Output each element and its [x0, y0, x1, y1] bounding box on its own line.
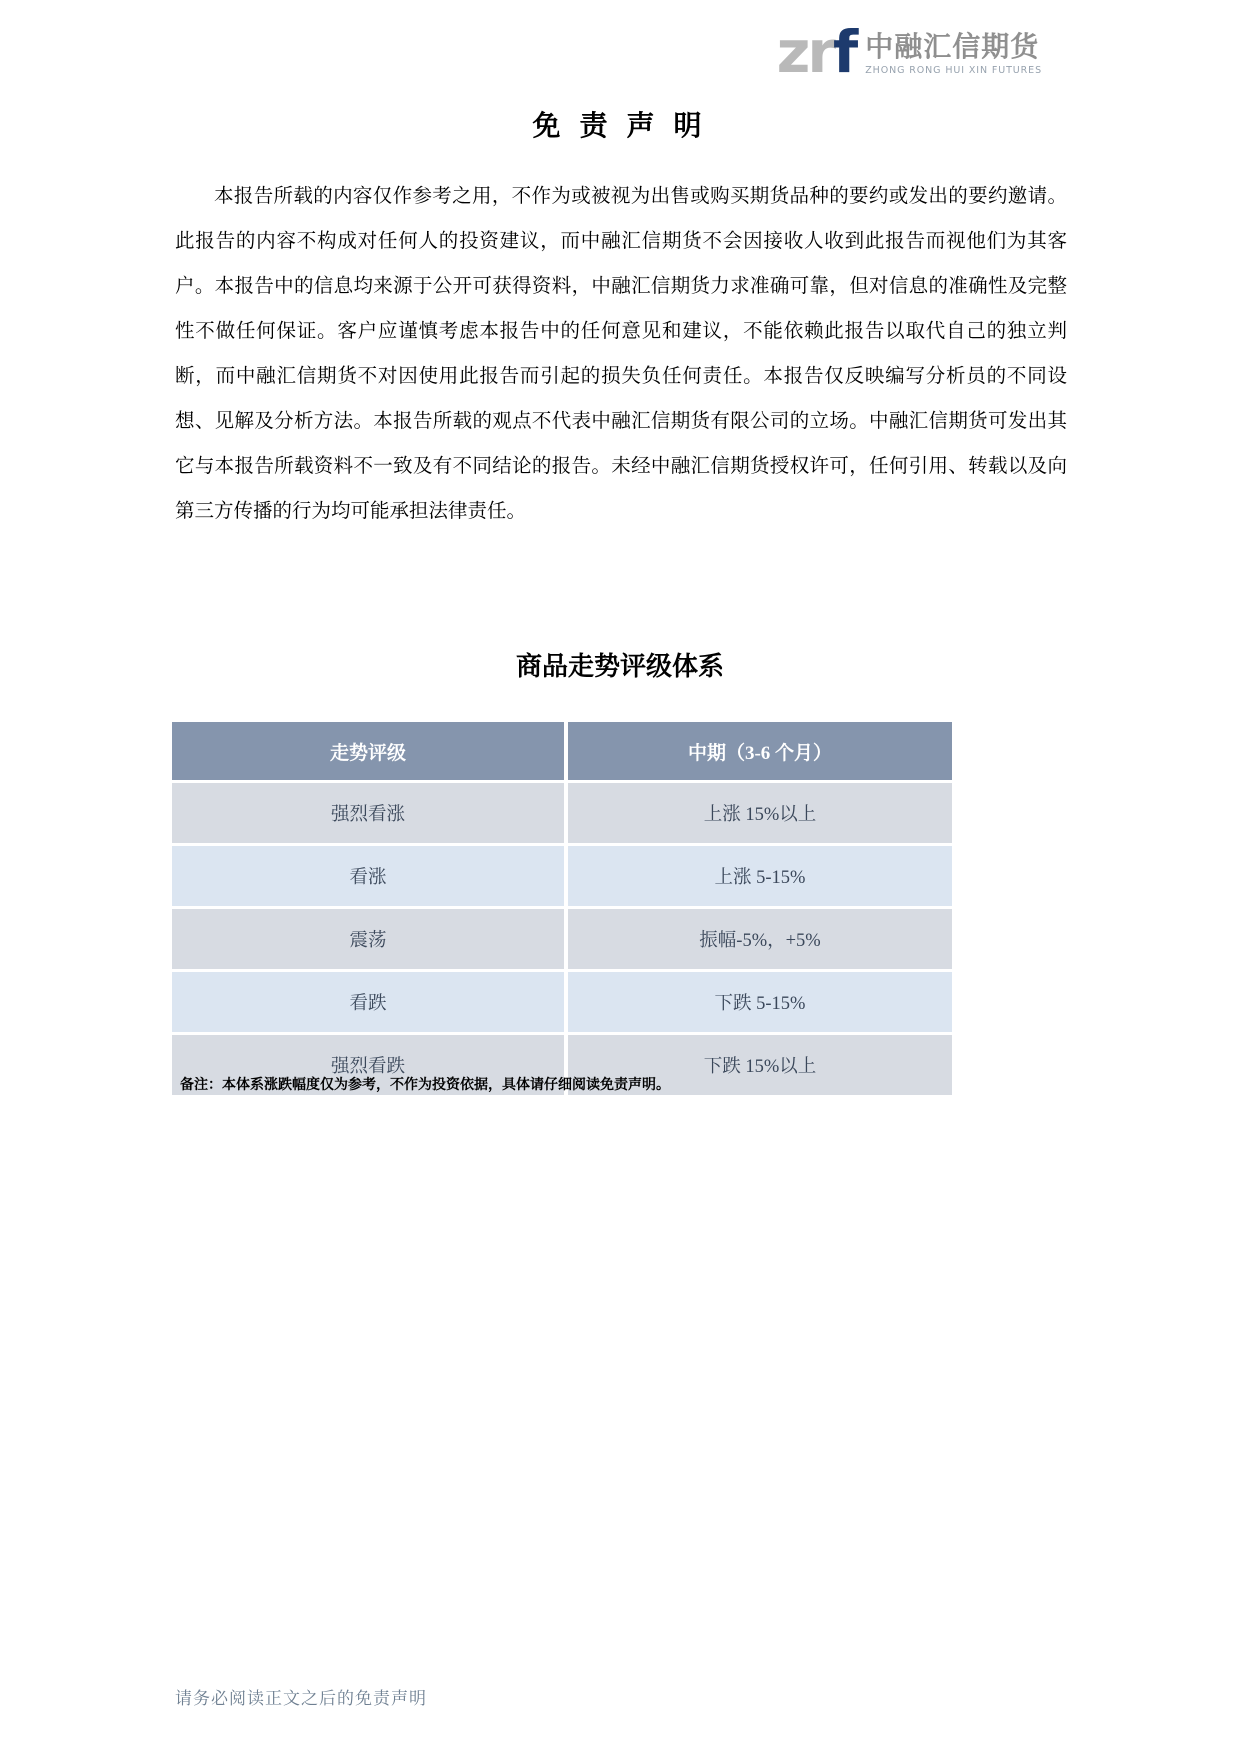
header-midterm-column: 中期（3-6 个月）	[568, 722, 952, 780]
company-logo	[776, 18, 1042, 86]
rating-cell: 震荡	[172, 906, 568, 969]
table-row	[172, 843, 952, 906]
table-row	[172, 969, 952, 1032]
rating-system-title: 商品走势评级体系	[515, 652, 724, 681]
range-cell: 下跌 5-15%	[568, 969, 952, 1032]
rating-cell: 强烈看涨	[172, 780, 568, 843]
logo-text-block	[865, 24, 1042, 76]
rating-table	[172, 722, 952, 1095]
rating-cell: 强烈看跌	[172, 1032, 568, 1095]
logo-zr-letters: zr	[776, 18, 834, 86]
company-name-chinese: 中融汇信期货	[865, 30, 1040, 63]
disclaimer-paragraph: 本报告所载的内容仅作参考之用，不作为或被视为出售或购买期货品种的要约或发出的要约邀请。此报告的内容不构成对任何人的投资建议，而中融汇信期货不会因接收人收到此报告而视他们为其客户。本报告中的信息均来源于公开可获得资料，中融汇信期货力求准确可靠，但对信息的准确性及完整性不做任何保证。客户应谨慎考虑本报告中的任何意见和建议，不能依赖此报告以取代自己的独立判断，而中融汇信期货不对因使用此报告而引起的损失负任何责任。本报告仅反映编写分析员的不同设想、见解及分析方法。本报告所载的观点不代表中融汇信期货有限公司的立场。中融汇信期货可发出其它与本报告所载资料不一致及有不同结论的报告。未经中融汇信期货授权许可，任何引用、转载以及向第三方传播的行为均可能承担法律责任。	[175, 186, 1067, 522]
footer-disclaimer-reminder: 请务必阅读正文之后的免责声明	[175, 1689, 427, 1708]
range-cell: 上涨 15%以上	[568, 780, 952, 843]
rating-cell: 看跌	[172, 969, 568, 1032]
range-cell: 振幅-5%，+5%	[568, 906, 952, 969]
table-row	[172, 906, 952, 969]
table-row	[172, 780, 952, 843]
zrf-logo-icon	[776, 18, 856, 86]
logo-f-letter: f	[833, 18, 856, 86]
range-cell: 上涨 5-15%	[568, 843, 952, 906]
table-header-row	[172, 722, 952, 780]
company-name-english: ZHONG RONG HUI XIN FUTURES	[865, 65, 1042, 76]
range-cell: 下跌 15%以上	[568, 1032, 952, 1095]
header-rating-column: 走势评级	[172, 722, 568, 780]
table-note: 备注：本体系涨跌幅度仅为参考，不作为投资依据，具体请仔细阅读免责声明。	[180, 1078, 670, 1093]
page-title: 免 责 声 明	[532, 111, 708, 142]
rating-cell: 看涨	[172, 843, 568, 906]
